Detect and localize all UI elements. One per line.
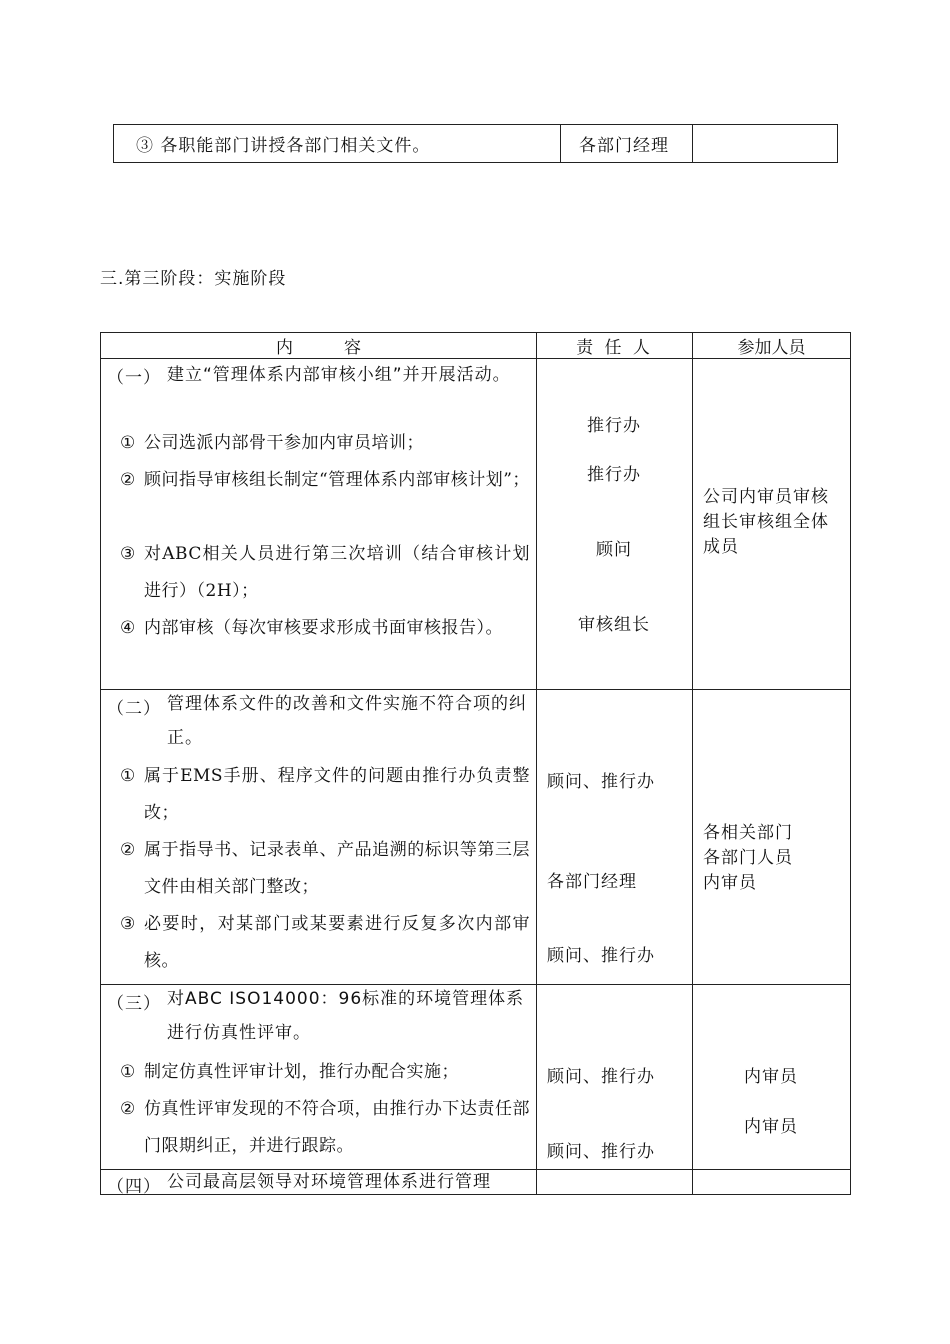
content-cell: [101, 359, 537, 690]
list-item: ② 顾问指导审核组长制定“管理体系内部审核计划”；: [120, 470, 530, 490]
list-item: ② 属于指导书、记录表单、产品追溯的标识等第三层文件由相关部门整改；: [120, 840, 530, 897]
responsible-entry: 顾问、推行办: [547, 946, 655, 966]
section-title: 建立“管理体系内部审核小组”并开展活动。: [167, 365, 511, 385]
section-number: （四）: [107, 1177, 161, 1197]
responsible-entry: 推行办: [587, 465, 641, 485]
responsible-cell: [537, 690, 693, 985]
responsible-entry: 审核组长: [578, 615, 650, 635]
participants-entry: 各相关部门: [703, 823, 793, 843]
responsible-cell: [537, 359, 693, 690]
content-cell: [101, 690, 537, 985]
header-responsible: 责 任 人: [537, 333, 693, 359]
participants-cell: [693, 1170, 851, 1195]
responsible-entry: 顾问、推行办: [547, 772, 655, 792]
participants-entry: 内审员: [744, 1067, 798, 1087]
participants-cell: [693, 125, 838, 163]
participants-cell: [693, 985, 851, 1170]
section-title: 公司最高层领导对环境管理体系进行管理: [167, 1172, 491, 1192]
content-cell: ③ 各职能部门讲授各部门相关文件。: [114, 125, 561, 163]
responsible-entry: 推行办: [587, 416, 641, 436]
section-heading: 三.第三阶段：实施阶段: [100, 269, 287, 289]
list-item: ③ 对ABC相关人员进行第三次培训（结合审核计划进行）（2H）；: [120, 544, 530, 601]
participants-entry: 各部门人员: [703, 848, 793, 868]
participants-cell: [693, 359, 851, 690]
responsible-entry: 各部门经理: [547, 872, 637, 892]
responsible-cell: [537, 985, 693, 1170]
responsible-entry: 顾问: [596, 540, 632, 560]
list-item: ① 属于EMS手册、程序文件的问题由推行办负责整改；: [120, 766, 530, 823]
responsible-cell: [537, 1170, 693, 1195]
table-row: [101, 690, 851, 985]
table-header-row: [101, 333, 851, 359]
list-item: ① 制定仿真性评审计划，推行办配合实施；: [120, 1062, 459, 1082]
responsible-entry: 顾问、推行办: [547, 1067, 655, 1087]
table-row: [101, 359, 851, 690]
list-item: ④ 内部审核（每次审核要求形成书面审核报告）。: [120, 618, 503, 638]
list-item: ① 公司选派内部骨干参加内审员培训；: [120, 433, 424, 453]
participants-text: 公司内审员审核组长审核组全体成员: [703, 487, 829, 557]
section-title: 对ABC ISO14000：96标准的环境管理体系进行仿真性评审。: [167, 989, 525, 1043]
content-cell: [101, 985, 537, 1170]
content-cell: [101, 1170, 537, 1195]
section-number: （一）: [107, 368, 161, 388]
table-row: [114, 125, 838, 163]
header-content: 内 容: [101, 333, 537, 359]
table-row: [101, 1170, 851, 1195]
participants-cell: [693, 690, 851, 985]
responsible-cell: 各部门经理: [561, 125, 693, 163]
header-participants: 参加人员: [693, 333, 851, 359]
section-title: 管理体系文件的改善和文件实施不符合项的纠正。: [167, 694, 527, 748]
responsible-entry: 顾问、推行办: [547, 1142, 655, 1162]
list-item: ③ 必要时，对某部门或某要素进行反复多次内部审核。: [120, 914, 530, 971]
section-number: （二）: [107, 699, 161, 719]
participants-entry: 内审员: [703, 873, 757, 893]
phase-table: [100, 332, 851, 1195]
section-number: （三）: [107, 994, 161, 1014]
list-item: ② 仿真性评审发现的不符合项，由推行办下达责任部门限期纠正，并进行跟踪。: [120, 1099, 530, 1156]
top-table: [113, 124, 838, 163]
table-row: [101, 985, 851, 1170]
participants-entry: 内审员: [744, 1117, 798, 1137]
